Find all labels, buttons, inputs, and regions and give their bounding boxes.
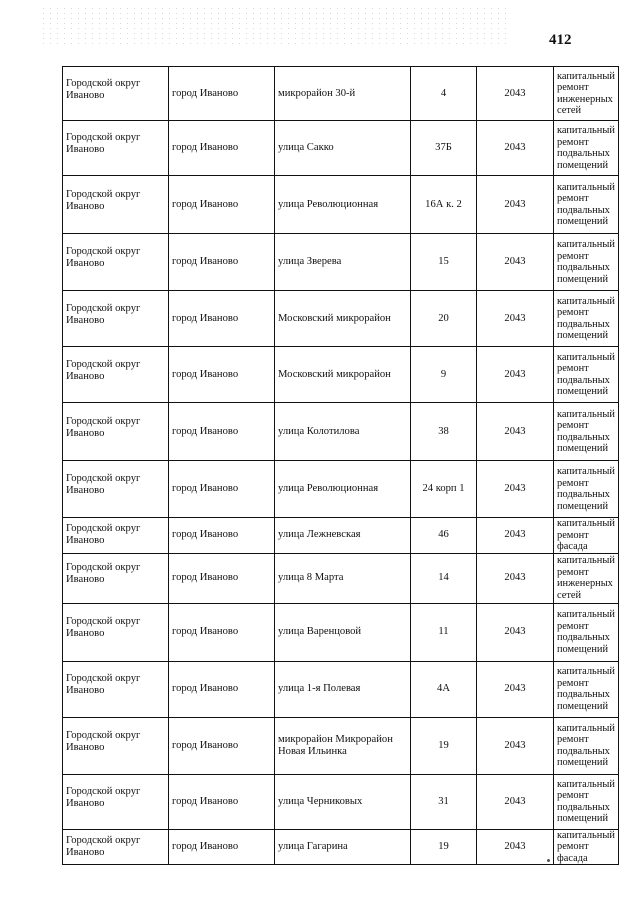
street-cell: улица 1-я Полевая: [275, 661, 411, 717]
district-cell: Городской округ Иваново: [63, 67, 169, 121]
house-cell: 37Б: [411, 121, 477, 176]
city-cell: город Иваново: [169, 176, 275, 234]
city-cell: город Иваново: [169, 461, 275, 518]
city-cell: город Иваново: [169, 717, 275, 774]
house-cell: 31: [411, 774, 477, 829]
city-cell: город Иваново: [169, 347, 275, 403]
work-type-cell: капитальный ремонт подвальных помещений: [554, 774, 619, 829]
work-type-cell: капитальный ремонт инженерных сетей: [554, 67, 619, 121]
page-number: 412: [549, 32, 572, 48]
district-cell: Городской округ Иваново: [63, 553, 169, 603]
year-cell: 2043: [477, 403, 554, 461]
city-cell: город Иваново: [169, 403, 275, 461]
district-cell: Городской округ Иваново: [63, 717, 169, 774]
house-cell: 11: [411, 603, 477, 661]
district-cell: Городской округ Иваново: [63, 661, 169, 717]
work-type-cell: капитальный ремонт фасада: [554, 829, 619, 865]
city-cell: город Иваново: [169, 291, 275, 347]
street-cell: микрорайон Микрорайон Новая Ильинка: [275, 717, 411, 774]
city-cell: город Иваново: [169, 121, 275, 176]
house-cell: 16А к. 2: [411, 176, 477, 234]
work-type-cell: капитальный ремонт подвальных помещений: [554, 347, 619, 403]
street-cell: улица Революционная: [275, 176, 411, 234]
house-cell: 14: [411, 553, 477, 603]
city-cell: город Иваново: [169, 603, 275, 661]
district-cell: Городской округ Иваново: [63, 347, 169, 403]
street-cell: Московский микрорайон: [275, 291, 411, 347]
scan-noise: [40, 6, 510, 46]
year-cell: 2043: [477, 461, 554, 518]
year-cell: 2043: [477, 347, 554, 403]
city-cell: город Иваново: [169, 829, 275, 865]
city-cell: город Иваново: [169, 67, 275, 121]
table-row: [63, 829, 619, 865]
scan-speck: [547, 859, 550, 862]
street-cell: улица Лежневская: [275, 518, 411, 554]
year-cell: 2043: [477, 717, 554, 774]
street-cell: микрорайон 30-й: [275, 67, 411, 121]
house-cell: 24 корп 1: [411, 461, 477, 518]
street-cell: улица Революционная: [275, 461, 411, 518]
house-cell: 4А: [411, 661, 477, 717]
table-row: [63, 461, 619, 518]
work-type-cell: капитальный ремонт подвальных помещений: [554, 717, 619, 774]
year-cell: 2043: [477, 829, 554, 865]
house-cell: 4: [411, 67, 477, 121]
district-cell: Городской округ Иваново: [63, 176, 169, 234]
work-type-cell: капитальный ремонт подвальных помещений: [554, 291, 619, 347]
table-row: [63, 121, 619, 176]
district-cell: Городской округ Иваново: [63, 774, 169, 829]
street-cell: улица 8 Марта: [275, 553, 411, 603]
year-cell: 2043: [477, 774, 554, 829]
district-cell: Городской округ Иваново: [63, 829, 169, 865]
year-cell: 2043: [477, 291, 554, 347]
table-row: [63, 774, 619, 829]
table-row: [63, 403, 619, 461]
district-cell: Городской округ Иваново: [63, 461, 169, 518]
work-type-cell: капитальный ремонт подвальных помещений: [554, 603, 619, 661]
street-cell: улица Колотилова: [275, 403, 411, 461]
house-cell: 15: [411, 234, 477, 291]
city-cell: город Иваново: [169, 234, 275, 291]
year-cell: 2043: [477, 661, 554, 717]
city-cell: город Иваново: [169, 553, 275, 603]
house-cell: 46: [411, 518, 477, 554]
year-cell: 2043: [477, 176, 554, 234]
street-cell: улица Варенцовой: [275, 603, 411, 661]
year-cell: 2043: [477, 67, 554, 121]
district-cell: Городской округ Иваново: [63, 121, 169, 176]
district-cell: Городской округ Иваново: [63, 291, 169, 347]
street-cell: улица Черниковых: [275, 774, 411, 829]
house-cell: 19: [411, 829, 477, 865]
city-cell: город Иваново: [169, 661, 275, 717]
table-row: [63, 67, 619, 121]
table-row: [63, 553, 619, 603]
district-cell: Городской округ Иваново: [63, 603, 169, 661]
work-type-cell: капитальный ремонт инженерных сетей: [554, 553, 619, 603]
house-cell: 38: [411, 403, 477, 461]
table-row: [63, 518, 619, 554]
year-cell: 2043: [477, 121, 554, 176]
table-row: [63, 661, 619, 717]
table-row: [63, 603, 619, 661]
street-cell: улица Зверева: [275, 234, 411, 291]
work-type-cell: капитальный ремонт подвальных помещений: [554, 403, 619, 461]
city-cell: город Иваново: [169, 518, 275, 554]
table-row: [63, 347, 619, 403]
year-cell: 2043: [477, 603, 554, 661]
housing-repair-table: [62, 66, 619, 865]
work-type-cell: капитальный ремонт подвальных помещений: [554, 461, 619, 518]
year-cell: 2043: [477, 234, 554, 291]
work-type-cell: капитальный ремонт подвальных помещений: [554, 661, 619, 717]
work-type-cell: капитальный ремонт подвальных помещений: [554, 121, 619, 176]
year-cell: 2043: [477, 518, 554, 554]
work-type-cell: капитальный ремонт фасада: [554, 518, 619, 554]
district-cell: Городской округ Иваново: [63, 518, 169, 554]
street-cell: улица Сакко: [275, 121, 411, 176]
street-cell: улица Гагарина: [275, 829, 411, 865]
house-cell: 19: [411, 717, 477, 774]
district-cell: Городской округ Иваново: [63, 234, 169, 291]
work-type-cell: капитальный ремонт подвальных помещений: [554, 234, 619, 291]
city-cell: город Иваново: [169, 774, 275, 829]
work-type-cell: капитальный ремонт подвальных помещений: [554, 176, 619, 234]
table-row: [63, 291, 619, 347]
year-cell: 2043: [477, 553, 554, 603]
table-row: [63, 234, 619, 291]
district-cell: Городской округ Иваново: [63, 403, 169, 461]
house-cell: 9: [411, 347, 477, 403]
table-row: [63, 717, 619, 774]
table-row: [63, 176, 619, 234]
house-cell: 20: [411, 291, 477, 347]
street-cell: Московский микрорайон: [275, 347, 411, 403]
